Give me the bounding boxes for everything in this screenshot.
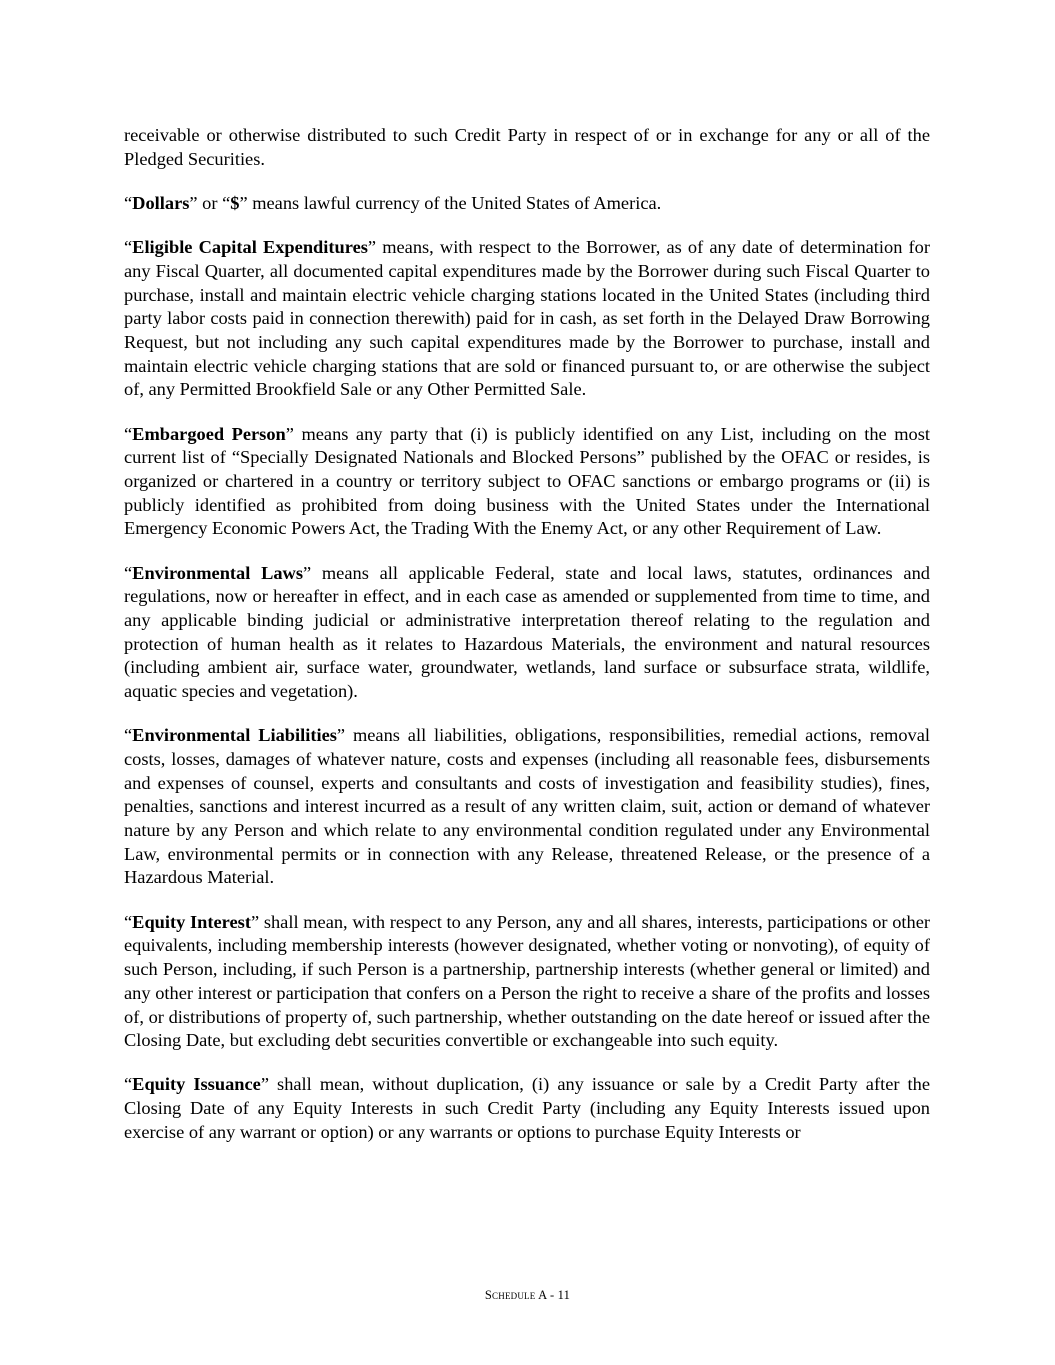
definition-dollars <box>124 192 930 216</box>
definition-environmental-laws <box>124 562 930 704</box>
definition-text: ” means all applicable Federal, state and local laws, statutes, ordinances and regulations, now or hereafter in effect, and in each case as amended or supplemented from time to time, and any applicable binding judicial or administrative interpretation thereof relating to the regulation and protection of human health as it relates to Hazardous Materials, the environment and natural resources (including ambient air, surface water, groundwater, wetlands, land surface or subsurface strata, wildlife, aquatic species and vegetation). <box>124 562 930 702</box>
open-quote: “ <box>124 725 133 746</box>
definition-text: ” means, with respect to the Borrower, as of any date of determination for any Fiscal Quarter, all documented capital expenditures made by the Borrower during such Fiscal Quarter to purchase, install and maintain electric vehicle charging stations located in the United States (including third party labor costs paid in connection therewith) paid for in cash, as set forth in the Delayed Draw Borrowing Request, but not including any such capital expenditures made by the Borrower to purchase, install and maintain electric vehicle charging stations that are sold or financed pursuant to, or are otherwise the subject of, any Permitted Brookfield Sale or any Other Permitted Sale. <box>124 237 930 400</box>
connector-text: ” or “ <box>189 192 231 213</box>
page-footer: Schedule A - 11 <box>484 1288 571 1302</box>
open-quote: “ <box>124 1074 133 1095</box>
definition-text: ” means lawful currency of the United States of America. <box>239 192 662 213</box>
defined-term-symbol: $ <box>230 192 240 213</box>
open-quote: “ <box>124 562 133 583</box>
definition-text: ” means all liabilities, obligations, responsibilities, remedial actions, removal costs, losses, damages of whatever nature, costs and expenses (including all reasonable fees, disbursements and expenses of counsel, experts and consultants and costs of investigation and feasibility studies), fines, penalties, sanctions and interest incurred as a result of any written claim, suit, action or demand of whatever nature by any Person and which relate to any environmental condition regulated under any Environmental Law, environmental permits or in connection with any Release, threatened Release, or the presence of a Hazardous Material. <box>124 725 930 888</box>
defined-term: Equity Issuance <box>132 1074 261 1095</box>
defined-term: Environmental Laws <box>132 562 303 583</box>
defined-term: Environmental Liabilities <box>132 725 337 746</box>
defined-term: Equity Interest <box>132 911 251 932</box>
open-quote: “ <box>124 423 133 444</box>
definition-text: ” shall mean, with respect to any Person, any and all shares, interests, participations or other equivalents, including membership interests (however designated, whether voting or nonvoting), of equity of such Person, including, if such Person is a partnership, partnership interests (whether general or limited) and any other interest or participation that confers on a Person the right to receive a share of the profits and losses of, or distributions of property of, such partnership, whether outstanding on the date hereof or issued after the Closing Date, but excluding debt securities convertible or exchangeable into such equity. <box>124 911 930 1051</box>
paragraph-text: receivable or otherwise distributed to such Credit Party in respect of or in exchange for any or all of the Pledged Securities. <box>124 125 930 169</box>
definition-environmental-liabilities <box>124 724 930 890</box>
open-quote: “ <box>124 192 133 213</box>
defined-term: Eligible Capital Expenditures <box>132 237 368 258</box>
open-quote: “ <box>124 237 133 258</box>
definition-equity-issuance <box>124 1073 930 1144</box>
definition-text: ” means any party that (i) is publicly identified on any List, including on the most current list of “Specially Designated Nationals and Blocked Persons” published by the OFAC or resides, is organized or chartered in a country or territory subject to OFAC sanctions or embargo programs or (ii) is publicly identified as prohibited from doing business with the United States under the International Emergency Economic Powers Act, the Trading With the Enemy Act, or any other Requirement of Law. <box>124 423 930 539</box>
definition-equity-interest <box>124 911 930 1053</box>
definition-embargoed-person <box>124 423 930 542</box>
document-body <box>124 124 930 1165</box>
defined-term: Dollars <box>132 192 190 213</box>
defined-term: Embargoed Person <box>132 423 286 444</box>
paragraph-pledged-securities-continuation <box>124 124 930 171</box>
definition-text: ” shall mean, without duplication, (i) any issuance or sale by a Credit Party after the Closing Date of any Equity Interests in such Credit Party (including any Equity Interests issued upon exercise of any warrant or option) or any warrants or options to purchase Equity Interests or <box>124 1074 930 1142</box>
open-quote: “ <box>124 911 133 932</box>
definition-eligible-capital-expenditures <box>124 236 930 402</box>
